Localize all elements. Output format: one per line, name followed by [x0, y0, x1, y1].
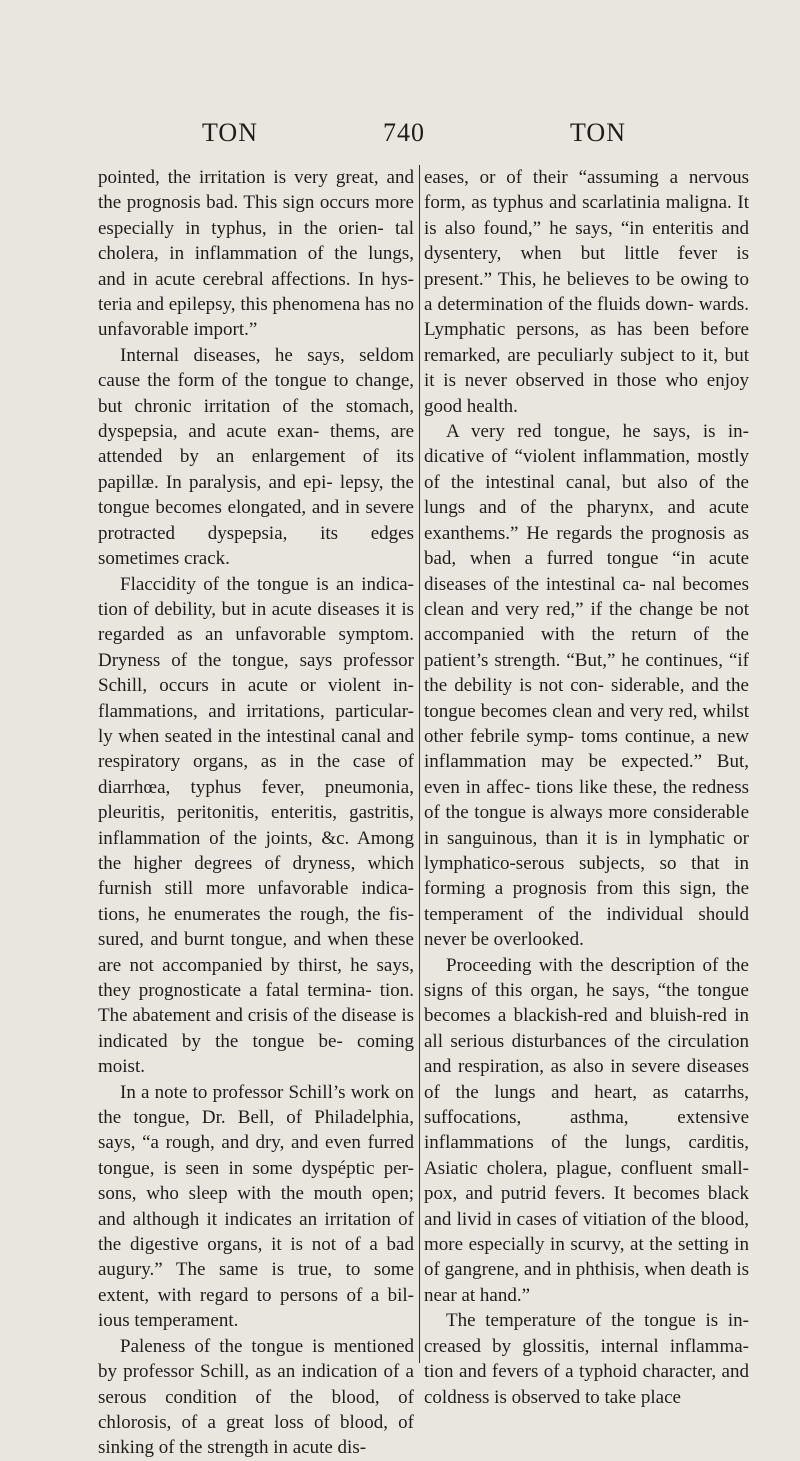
running-header [0, 118, 800, 152]
right-column [424, 165, 749, 1461]
paragraph: The temperature of the tongue is in- creased by glossitis, internal inflamma- tion and fevers of a typhoid character, and coldness is observed to take place [424, 1310, 749, 1408]
paragraph: pointed, the irritation is very great, and the prognosis bad. This sign occurs more especially in typhus, in the orien- tal cholera, in inflammation of the lungs, and in acute cerebral affections. In hys- teria and epilepsy, this phenomena has no unfavorable import.” [98, 167, 414, 341]
paragraph: Proceeding with the description of the signs of this organ, he says, “the tongue becomes a blackish-red and bluish-red in all serious disturbances of the circulation and respiration, as also in severe diseases of the lungs and heart, as catarrhs, suffocations, asthma, extensive inflammations of the lungs, carditis, Asiatic cholera, plague, confluent small-pox, and putrid fevers. It becomes black and livid in cases of vitiation of the blood, more especially in scurvy, at the setting in of gangrene, and in phthisis, when death is near at hand.” [424, 954, 749, 1306]
paragraph: eases, or of their “assuming a nervous form, as typhus and scarlatinia maligna. It is also found,” he says, “in enteritis and dysentery, when but little fever is present.” This, he believes to be owing to a determination of the fluids down- wards. Lymphatic persons, as has been before remarked, are peculiarly subject to it, but it is never observed in those who enjoy good health. [424, 167, 749, 417]
paragraph: Internal diseases, he says, seldom cause the form of the tongue to change, but chronic irritation of the stomach, dyspepsia, and acute exan- thems, are attended by an enlargement of its papillæ. In paralysis, and epi- lepsy, the tongue becomes elongated, and in severe protracted dyspepsia, its edges sometimes crack. [98, 344, 414, 570]
header-left-word: TON [202, 118, 258, 147]
paragraph: In a note to professor Schill’s work on the tongue, Dr. Bell, of Philadelphia, says, “a rough, and dry, and even furred tongue, is seen in some dyspéptic per- sons, who sleep with the mouth open; and although it indicates an irritation of the digestive organs, it is not of a bad augury.” The same is true, to some extent, with regard to persons of a bil- ious temperament. [98, 1081, 414, 1332]
page-number: 740 [383, 118, 425, 147]
header-right-word: TON [570, 118, 626, 147]
paragraph: Flaccidity of the tongue is an indica- tion of debility, but in acute diseases it is regarded as an unfavorable symptom. Dryness of the tongue, says professor Schill, occurs in acute or violent in- flammations, and irritations, particular- ly when seated in the intestinal canal and respiratory organs, as in the case of diarrhœa, typhus fever, pneumonia, pleuritis, peritonitis, enteritis, gastritis, inflammation of the joints, &c. Among the higher degrees of dryness, which furnish still more unfavorable indica- tions, he enumerates the rough, the fis- sured, and burnt tongue, and when these are not accompanied by thirst, he says, they prognosticate a fatal termina- tion. The abatement and crisis of the disease is indicated by the tongue be- coming moist. [98, 573, 414, 1078]
column-divider [419, 165, 420, 1363]
left-column [98, 165, 414, 1461]
paragraph: Paleness of the tongue is mentioned by professor Schill, as an indication of a serous condition of the blood, of chlorosis, of a great loss of blood, of sinking of the strength in acute dis- [98, 1335, 414, 1459]
text-columns [98, 165, 798, 1461]
paragraph: A very red tongue, he says, is in- dicative of “violent inflammation, mostly of the intestinal canal, but also of the lungs and of the pharynx, and acute exanthems.” He regards the prognosis as bad, when a furred tongue “in acute diseases of the intestinal ca- nal becomes clean and very red,” if the change be not accompanied with the return of the patient’s strength. “But,” he continues, “if the debility is not con- siderable, and the tongue becomes clean and very red, whilst other febrile symp- toms continue, a new inflammation may be expected.” But, even in affec- tions like these, the redness of the tongue is always more considerable in sanguinous, than it is in lymphatic or lymphatico-serous subjects, so that in forming a prognosis from this sign, the temperament of the individual should never be overlooked. [424, 421, 749, 951]
